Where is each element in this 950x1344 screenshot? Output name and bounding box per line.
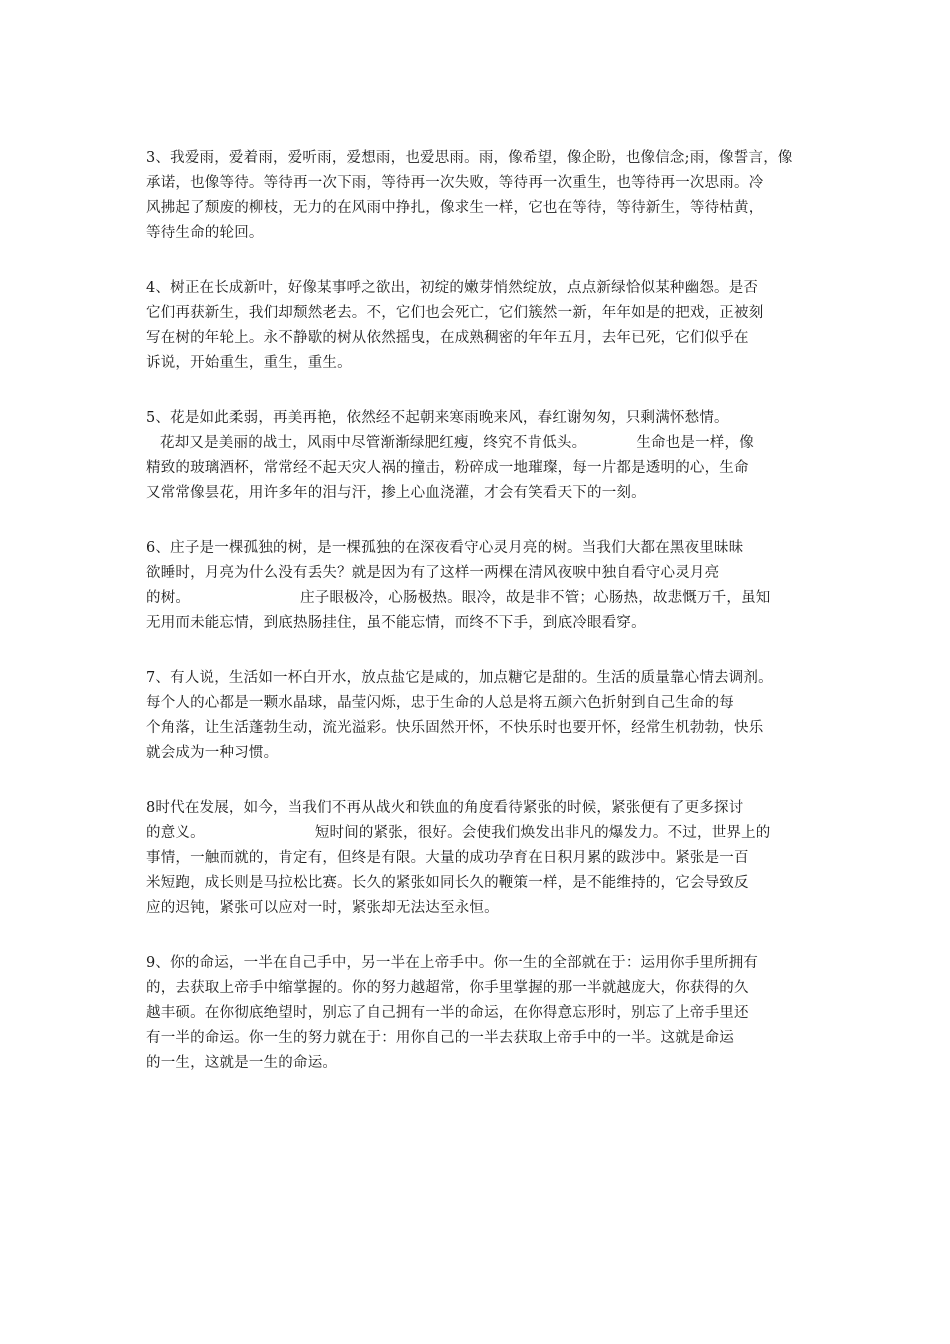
text-line: 9、你的命运，一半在自己手中，另一半在上帝手中。你一生的全部就在于：运用你手里所拥有 [146,955,759,971]
text-line [146,431,808,456]
text-line [146,586,808,611]
paragraph-6 [146,536,808,636]
text-line: 应的迟钝，紧张可以应对一时，紧张却无法达至永恒。 [146,900,499,916]
text-line: 就会成为一种习惯。 [146,745,279,761]
text-segment: 庄子眼极冷，心肠极热。眼冷，故是非不管；心肠热，故悲慨万千，虽知 [300,590,771,606]
text-line: 无用而未能忘情，到底热肠挂住，虽不能忘情，而终不下手，到底冷眼看穿。 [146,615,646,631]
text-line: 7、有人说，生活如一杯白开水，放点盐它是咸的，加点糖它是甜的。生活的质量靠心情去调剂。 [146,670,773,686]
paragraph-3 [146,146,808,246]
paragraph-5 [146,406,808,506]
text-line [146,821,808,846]
text-line: 它们再获新生，我们却颓然老去。不，它们也会死亡，它们簇然一新，年年如是的把戏，正被刻 [146,305,764,321]
text-segment: 生命也是一样，像 [636,435,754,451]
text-line: 4、树正在长成新叶，好像某事呼之欲出，初绽的嫩芽悄然绽放，点点新绿恰似某种幽怨。是否 [146,280,759,296]
text-line: 的一生，这就是一生的命运。 [146,1055,338,1071]
text-line: 个角落，让生活蓬勃生动，流光溢彩。快乐固然开怀，不快乐时也要开怀，经常生机勃勃，快乐 [146,720,764,736]
text-line: 风拂起了颓废的柳枝，无力的在风雨中挣扎，像求生一样，它也在等待，等待新生，等待枯黄， [146,200,764,216]
text-line: 又常常像昙花，用许多年的泪与汗，掺上心血浇灌，才会有笑看天下的一刻。 [146,485,646,501]
text-segment: 的意义。 [146,825,205,841]
text-line: 有一半的命运。你一生的努力就在于：用你自己的一半去获取上帝手中的一半。这就是命运 [146,1030,734,1046]
text-line: 事情，一触而就的，肯定有，但终是有限。大量的成功孕育在日积月累的跋涉中。紧张是一百 [146,850,749,866]
paragraph-9 [146,951,808,1076]
text-segment: 花却又是美丽的战士，风雨中尽管渐渐绿肥红瘦，终究不肯低头。 [160,435,587,451]
text-line: 6、庄子是一棵孤独的树，是一棵孤独的在深夜看守心灵月亮的树。当我们大都在黑夜里昧昧 [146,540,744,556]
text-line: 的，去获取上帝手中缩掌握的。你的努力越超常，你手里掌握的那一半就越庞大，你获得的久 [146,980,749,996]
text-line: 5、花是如此柔弱，再美再艳，依然经不起朝来寒雨晚来风，春红谢匆匆，只剩满怀愁情。 [146,410,729,426]
text-line: 诉说，开始重生，重生，重生。 [146,355,352,371]
text-line: 欲睡时，月亮为什么没有丢失？就是因为有了这样一两棵在清风夜唳中独自看守心灵月亮 [146,565,720,581]
text-line: 3、我爱雨，爱着雨，爱听雨，爱想雨，也爱思雨。雨，像希望，像企盼，也像信念;雨，像誓言，像 [146,150,793,166]
text-line: 写在树的年轮上。永不静歇的树从依然摇曳，在成熟稠密的年年五月，去年已死，它们似乎在 [146,330,749,346]
text-line: 承诺，也像等待。等待再一次下雨，等待再一次失败，等待再一次重生，也等待再一次思雨。冷 [146,175,764,191]
paragraph-8 [146,796,808,921]
paragraph-4 [146,276,808,376]
document-page [146,146,808,1106]
paragraph-7 [146,666,808,766]
text-line: 每个人的心都是一颗水晶球，晶莹闪烁，忠于生命的人总是将五颜六色折射到自己生命的每 [146,695,734,711]
text-segment: 短时间的紧张，很好。会使我们焕发出非凡的爆发力。不过，世界上的 [314,825,771,841]
text-line: 8时代在发展，如今，当我们不再从战火和铁血的角度看待紧张的时候，紧张便有了更多探讨 [146,800,744,816]
text-line: 越丰硕。在你彻底绝望时，别忘了自己拥有一半的命运，在你得意忘形时，别忘了上帝手里还 [146,1005,749,1021]
text-line: 等待生命的轮回。 [146,225,264,241]
text-line: 米短跑，成长则是马拉松比赛。长久的紧张如同长久的鞭策一样，是不能维持的，它会导致反 [146,875,749,891]
text-segment: 的树。 [146,590,191,606]
text-line: 精致的玻璃酒杯，常常经不起天灾人祸的撞击，粉碎成一地璀璨，每一片都是透明的心，生命 [146,460,749,476]
